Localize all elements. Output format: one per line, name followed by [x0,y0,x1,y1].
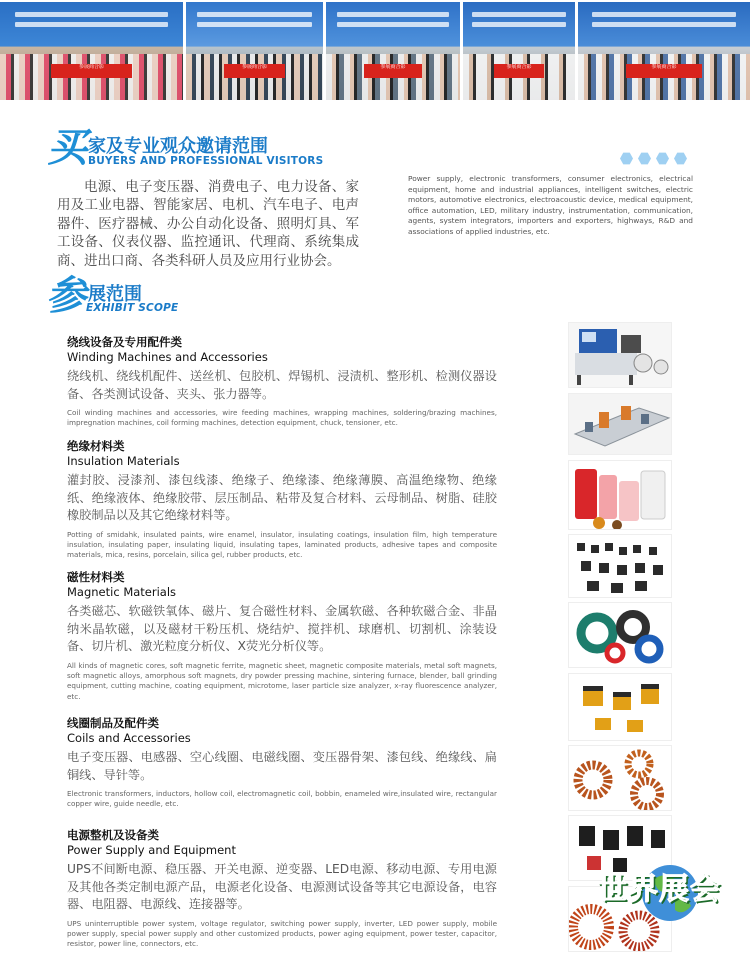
group-flag: 参展商合影 [626,64,702,78]
category-insulation-materials [67,439,497,561]
group-flag: 参展商合影 [494,64,543,78]
hexagon-icon [674,152,687,165]
category-description-en: Electronic transformers, inductors, hollow coil, electromagnetic coil, bobbin, enameled wire,insulated wire, rectangular copper wire, guide needle, etc. [67,789,497,809]
toroid-cores-image [568,602,672,668]
buyers-description-en: Power supply, electronic transformers, consumer electronics, electrical equipment, home and industrial appliances, intelligent switches, electric motors, automotive electronics, electroacoustic device, medical equipment, office automation, LED, military industry, instrumentation, communication, agents, system integrators, importers and exporters, highways, R&D and associations of applied industries, etc. [408,174,693,236]
category-power-supply [67,828,497,950]
buyers-description-cn: 电源、电子变压器、消费电子、电力设备、家用及工业电器、智能家居、电机、汽车电子、电声器件、医疗器械、办公自动化设备、照明灯具、军工设备、仪表仪器、监控通讯、代理商、系统集成商、进出口商、各类科研人员及应用行业协会。 [57,179,359,269]
category-title-cn: 电源整机及设备类 [67,828,159,842]
assembly-line-image [568,393,672,455]
world-expo-logo [595,862,745,924]
category-description-cn: 各类磁芯、软磁铁氧体、磁片、复合磁性材料、金属软磁、各种软磁合金、非晶纳米晶软磁，以及磁材干粉压机、烧结炉、搅拌机、球磨机、切割机、涂装设备、切片机、激光粒度分析仪、X荧光分析仪等。 [67,604,497,654]
buyers-title-cn: 家及专业观众邀请范围 [88,136,268,157]
category-description-cn: UPS不间断电源、稳压器、开关电源、逆变器、LED电源、移动电源、专用电源及其他各类定制电源产品，电源老化设备、电源测试设备等其它电源设备，电容器、电阻器、电源线、连接器等。 [67,862,497,912]
category-title-cn: 线圈制品及配件类 [67,716,159,730]
category-description-en: All kinds of magnetic cores, soft magnetic ferrite, magnetic sheet, magnetic composite materials, metal soft magnets, soft magnetic alloys, amorphous soft magnets, dry powder pressing machine, sintering furnace, blender, ball grinding equipment, cutting machine, coating equipment, microtome, laser particle size analyzer, x-ray fluorescence analyzer, etc. [67,660,497,701]
copper-coils-image [568,745,672,811]
exhibitor-group-photo [463,2,575,100]
exhibitor-group-photo [578,2,750,100]
hexagon-icon [620,152,633,165]
magnetic-cores-image [568,534,672,598]
buyers-title-en: BUYERS AND PROFESSIONAL VISITORS [88,155,324,167]
category-coils-accessories [67,716,497,810]
category-description-en: Potting of smidahk, insulated paints, wire enamel, insulator, insulating coatings, insulation film, high temperature insulation, insulating paper, insulating liquid, insulating tapes, laminated products, adhesive tapes and composite materials, mica, resins, porcelain, silica gel, rubber products, etc. [67,529,497,560]
group-flag: 参展商合影 [224,64,284,78]
group-flag: 参展商合影 [51,64,132,78]
category-title-cn: 磁性材料类 [67,570,125,584]
exhibit-title-glyph: 参 [46,272,86,319]
hexagon-icon [656,152,669,165]
category-title-cn: 绕线设备及专用配件类 [67,335,182,349]
hexagon-icon [638,152,651,165]
transformers-image [568,673,672,741]
logo-text: 世界展会 [597,872,721,907]
category-title-en: Insulation Materials [67,454,180,468]
exhibitor-group-photo [186,2,323,100]
winding-machine-image [568,322,672,388]
category-description-cn: 绕线机、绕线机配件、送丝机、包胶机、焊锡机、浸渍机、整形机、检测仪器设备、各类测试设备、夹头、张力器等。 [67,369,497,401]
exhibit-title-en: EXHIBIT SCOPE [86,302,179,314]
buyers-title-glyph: 买 [47,124,87,171]
group-flag: 参展商合影 [364,64,423,78]
category-description-en: Coil winding machines and accessories, wire feeding machines, wrapping machines, soldering/brazing machines, impregnation machines, coil forming machines, detection equipment, chuck, tensioner, etc. [67,408,497,428]
exhibitor-group-photo [326,2,460,100]
exhibitor-group-photo [0,2,183,100]
category-winding-machines [67,335,497,429]
category-title-en: Coils and Accessories [67,731,191,745]
category-description-en: UPS uninterruptible power system, voltage regulator, switching power supply, inverter, LED power supply, mobile power supply, special power supply and other customized products, power aging equipment, power tester, capacitor, resistor, power line, connectors, etc. [67,918,497,949]
category-title-en: Winding Machines and Accessories [67,350,268,364]
category-description-cn: 灌封胶、浸漆剂、漆包线漆、绝缘子、绝缘漆、绝缘薄膜、高温绝缘物、绝缘纸、绝缘液体、绝缘胶带、层压制品、粘带及复合材料、云母制品、树脂、硅胶橡胶制品以及其它绝缘材料等。 [67,473,497,523]
insulation-rolls-image [568,460,672,530]
hexagon-decoration [620,152,690,166]
category-magnetic-materials [67,570,497,702]
category-title-en: Magnetic Materials [67,585,177,599]
category-title-en: Power Supply and Equipment [67,843,236,857]
exhibit-title-cn: 展范围 [88,284,142,305]
photo-strip [0,0,750,102]
category-description-cn: 电子变压器、电感器、空心线圈、电磁线圈、变压器骨架、漆包线、绝缘线、扁铜线、导针等。 [67,750,497,782]
category-title-cn: 绝缘材料类 [67,439,125,453]
